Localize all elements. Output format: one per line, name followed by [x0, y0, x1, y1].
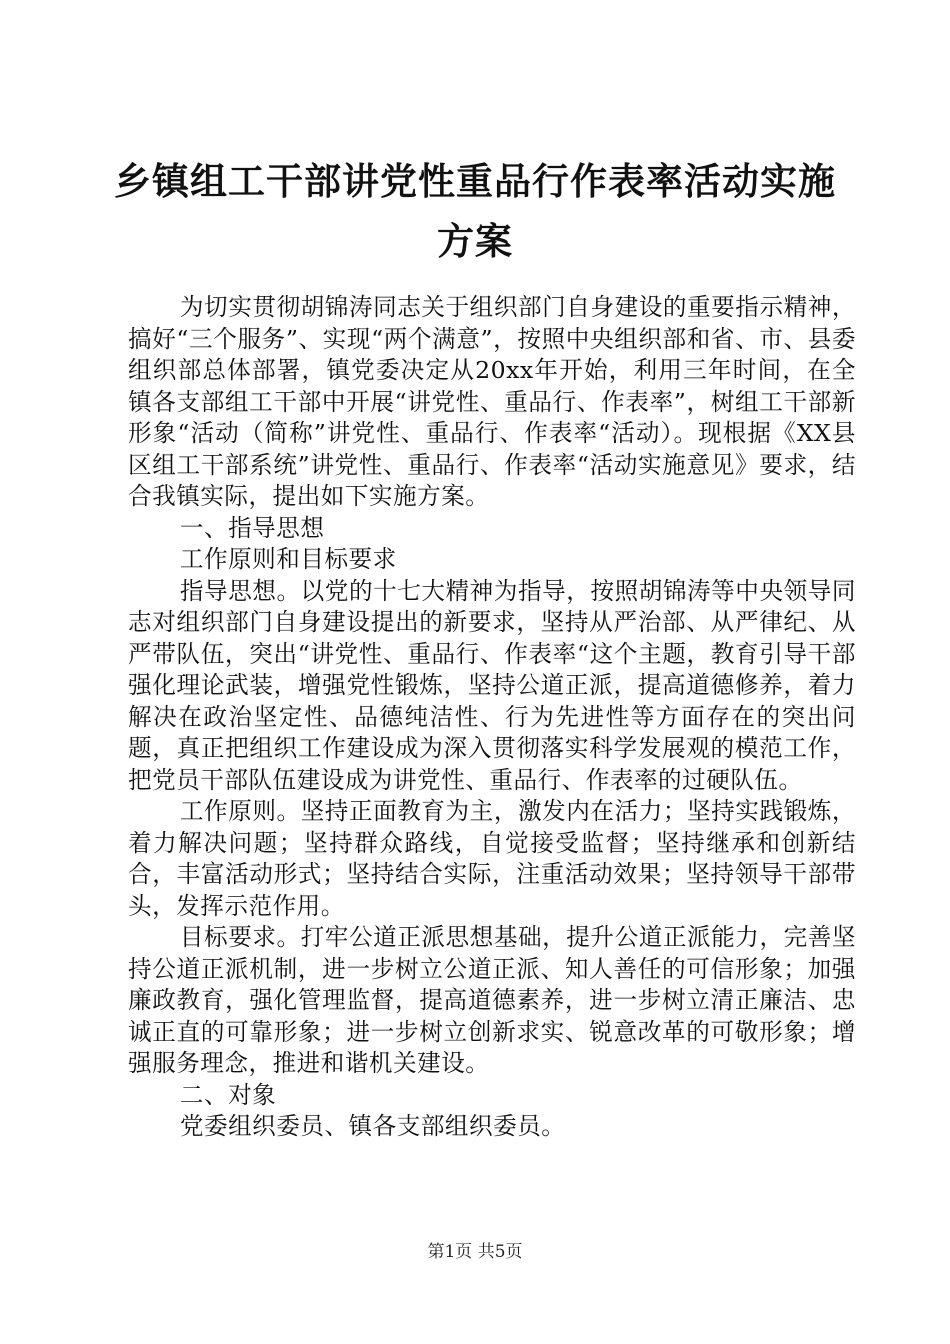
heading-target-audience: 二、对象 [179, 1080, 277, 1109]
paragraph-work-principles: 工作原则。坚持正面教育为主，激发内在活力；坚持实践锻炼，着力解决问题；坚持群众路线，自觉接受监督；坚持继承和创新结合，丰富活动形式；坚持结合实际，注重活动效果；坚持领导干部带头，发挥示范作用。 [128, 797, 856, 920]
paragraph-intro: 为切实贯彻胡锦涛同志关于组织部门自身建设的重要指示精神，搞好“三个服务”、实现“两个满意”，按照中央组织部和省、市、县委组织部总体部署，镇党委决定从20xx年开始，利用三年时间，在全镇各支部组工干部中开展“讲党性、重品行、作表率”，树组工干部新形象“活动（简称”讲党性、重品行、作表率“活动）。现根据《XX县区组工干部系统”讲党性、重品行、作表率“活动实施意见》要求，结合我镇实际，提出如下实施方案。 [128, 293, 856, 510]
document-body [128, 292, 856, 1143]
heading-guiding-ideology: 一、指导思想 [179, 513, 325, 542]
subheading-principles-goals: 工作原则和目标要求 [179, 545, 397, 573]
paragraph-goal-requirements: 目标要求。打牢公道正派思想基础，提升公道正派能力，完善坚持公道正派机制，进一步树立公道正派、知人善任的可信形象；加强廉政教育，强化管理监督，提高道德素养，进一步树立清正廉洁、忠诚正直的可靠形象；进一步树立创新求实、锐意改革的可敬形象；增强服务理念，推进和谐机关建设。 [128, 923, 856, 1077]
paragraph-guiding-ideology: 指导思想。以党的十七大精神为指导，按照胡锦涛等中央领导同志对组织部门自身建设提出的新要求，坚持从严治部、从严律纪、从严带队伍，突出“讲党性、重品行、作表率“这个主题，教育引导干部强化理论武装，增强党性锻炼，坚持公道正派，提高道德修养，着力解决在政治坚定性、品德纯洁性、行为先进性等方面存在的突出问题，真正把组织工作建设成为深入贯彻落实科学发展观的模范工作，把党员干部队伍建设成为讲党性、重品行、作表率的过硬队伍。 [128, 576, 856, 794]
paragraph-target-audience: 党委组织委员、镇各支部组织委员。 [179, 1112, 566, 1140]
page-footer: 第1页 共5页 [427, 1242, 523, 1262]
document-title: 乡镇组工干部讲党性重品行作表率活动实施方案 [114, 160, 836, 263]
